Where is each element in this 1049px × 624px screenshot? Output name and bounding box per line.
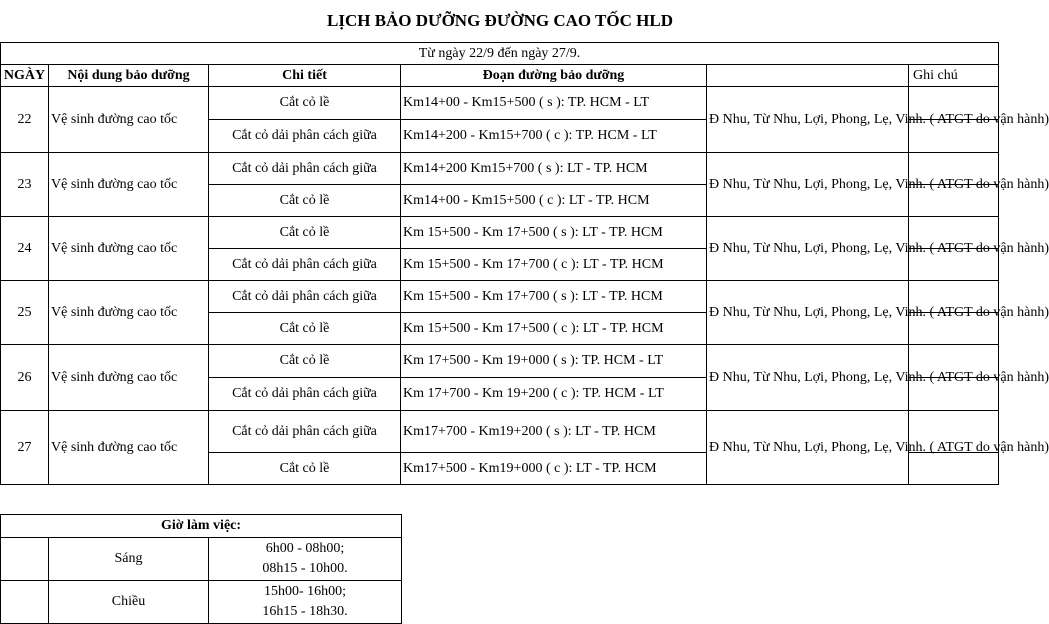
- table-row: [1, 345, 999, 378]
- period-name: Chiều: [49, 581, 209, 624]
- crew-cell: Đ Nhu, Từ Nhu, Lợi, Phong, Lẹ, Vinh. ( ATGT do vận hành): [707, 87, 909, 153]
- header-note: Ghi chú: [909, 65, 999, 87]
- road-cell: Km14+200 Km15+700 ( s ): LT - TP. HCM: [401, 153, 707, 185]
- period-times: [209, 538, 402, 581]
- day-cell: 26: [1, 345, 49, 411]
- day-cell: 23: [1, 153, 49, 217]
- content-cell: Vệ sinh đường cao tốc: [49, 345, 209, 411]
- road-cell: Km 15+500 - Km 17+700 ( c ): LT - TP. HCM: [401, 249, 707, 281]
- road-cell: Km14+200 - Km15+700 ( c ): TP. HCM - LT: [401, 120, 707, 153]
- crew-cell: Đ Nhu, Từ Nhu, Lợi, Phong, Lẹ, Vinh. ( ATGT do vận hành): [707, 345, 909, 411]
- road-cell: Km 17+500 - Km 19+000 ( s ): TP. HCM - LT: [401, 345, 707, 378]
- detail-cell: Cắt cỏ lề: [209, 87, 401, 120]
- hours-row-morning: [1, 538, 402, 581]
- detail-cell: Cắt cỏ dải phân cách giữa: [209, 281, 401, 313]
- road-cell: Km14+00 - Km15+500 ( s ): TP. HCM - LT: [401, 87, 707, 120]
- period-times: [209, 581, 402, 624]
- detail-cell: Cắt cỏ dải phân cách giữa: [209, 249, 401, 281]
- road-cell: Km 15+500 - Km 17+500 ( s ): LT - TP. HCM: [401, 217, 707, 249]
- header-day: NGÀY: [1, 65, 49, 87]
- road-cell: Km 15+500 - Km 17+700 ( s ): LT - TP. HCM: [401, 281, 707, 313]
- road-cell: Km 17+700 - Km 19+200 ( c ): TP. HCM - LT: [401, 378, 707, 411]
- road-cell: Km 15+500 - Km 17+500 ( c ): LT - TP. HCM: [401, 313, 707, 345]
- detail-cell: Cắt cỏ lề: [209, 345, 401, 378]
- crew-cell: Đ Nhu, Từ Nhu, Lợi, Phong, Lẹ, Vinh. ( ATGT do vận hành): [707, 217, 909, 281]
- detail-cell: Cắt cỏ lề: [209, 185, 401, 217]
- period-time-line: 6h00 - 08h00;: [265, 541, 345, 556]
- header-row: [1, 65, 999, 87]
- detail-cell: Cắt cỏ dải phân cách giữa: [209, 411, 401, 453]
- hours-blank-cell: [1, 581, 49, 624]
- road-cell: Km14+00 - Km15+500 ( c ): LT - TP. HCM: [401, 185, 707, 217]
- header-content: Nội dung bảo dưỡng: [49, 65, 209, 87]
- day-cell: 25: [1, 281, 49, 345]
- hours-row-afternoon: [1, 581, 402, 624]
- table-row: [1, 411, 999, 453]
- detail-cell: Cắt cỏ dải phân cách giữa: [209, 120, 401, 153]
- crew-cell: Đ Nhu, Từ Nhu, Lợi, Phong, Lẹ, Vinh. ( ATGT do vận hành): [707, 411, 909, 485]
- period-time-line: 15h00- 16h00;: [263, 584, 347, 599]
- detail-cell: Cắt cỏ dải phân cách giữa: [209, 378, 401, 411]
- detail-cell: Cắt cỏ lề: [209, 453, 401, 485]
- content-cell: Vệ sinh đường cao tốc: [49, 87, 209, 153]
- header-crew: [707, 65, 909, 87]
- road-cell: Km17+500 - Km19+000 ( c ): LT - TP. HCM: [401, 453, 707, 485]
- header-road: Đoạn đường bảo dưỡng: [401, 65, 707, 87]
- hours-blank-cell: [1, 538, 49, 581]
- detail-cell: Cắt cỏ dải phân cách giữa: [209, 153, 401, 185]
- content-cell: Vệ sinh đường cao tốc: [49, 217, 209, 281]
- date-range: Từ ngày 22/9 đến ngày 27/9.: [1, 43, 999, 65]
- road-cell: Km17+700 - Km19+200 ( s ): LT - TP. HCM: [401, 411, 707, 453]
- day-cell: 27: [1, 411, 49, 485]
- note-cell: [909, 453, 999, 485]
- working-hours-table: [0, 514, 402, 624]
- table-row: [1, 217, 999, 249]
- table-row: [1, 87, 999, 120]
- table-row: [1, 153, 999, 185]
- table-row: [1, 281, 999, 313]
- detail-cell: Cắt cỏ lề: [209, 313, 401, 345]
- day-cell: 24: [1, 217, 49, 281]
- working-hours-title: Giờ làm việc:: [1, 515, 402, 538]
- crew-cell: Đ Nhu, Từ Nhu, Lợi, Phong, Lẹ, Vinh. ( ATGT do vận hành): [707, 153, 909, 217]
- header-detail: Chi tiết: [209, 65, 401, 87]
- crew-cell: Đ Nhu, Từ Nhu, Lợi, Phong, Lẹ, Vinh. ( ATGT do vận hành): [707, 281, 909, 345]
- day-cell: 22: [1, 87, 49, 153]
- period-time-line: 16h15 - 18h30.: [262, 604, 348, 619]
- period-time-line: 08h15 - 10h00.: [262, 561, 348, 576]
- content-cell: Vệ sinh đường cao tốc: [49, 153, 209, 217]
- detail-cell: Cắt cỏ lề: [209, 217, 401, 249]
- content-cell: Vệ sinh đường cao tốc: [49, 281, 209, 345]
- page-title: LỊCH BẢO DƯỠNG ĐƯỜNG CAO TỐC HLD: [326, 11, 673, 30]
- schedule-table: [0, 42, 1049, 485]
- content-cell: Vệ sinh đường cao tốc: [49, 411, 209, 485]
- period-name: Sáng: [49, 538, 209, 581]
